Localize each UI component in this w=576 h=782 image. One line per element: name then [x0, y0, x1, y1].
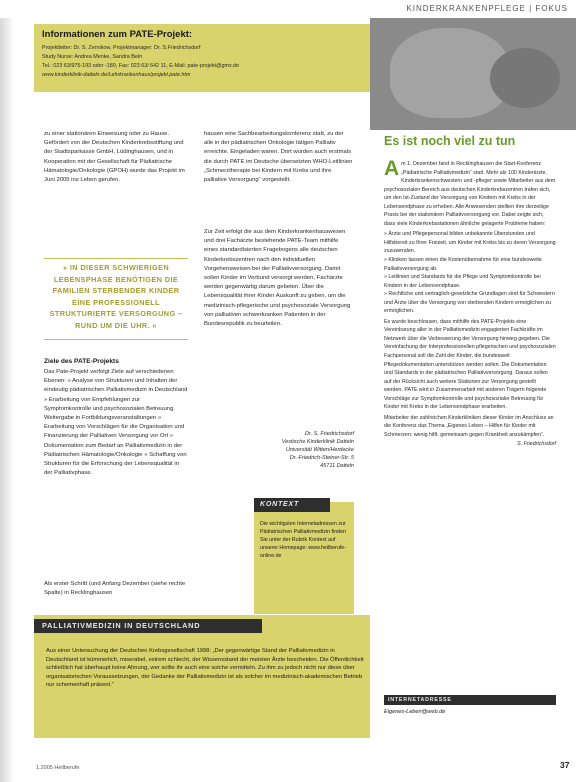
photo-shape [490, 48, 560, 108]
col1-paragraph: zu einer stationären Einweisung oder zu Hause. Gefördert von der Deutschen Kinderkrebsstiftung und der Stadtsparkasse GmbH, Lüdinghausen, und in Kooperation mit der Gesellschaft für Pädiatrische Hämatologie/Onkologie (GPOH) wurde das Projekt im Juni 2005 ins Leben gerufen. [44, 131, 185, 184]
goals-list: Das Pate-Projekt verfolgt Ziele auf verschiedenen Ebenen: » Analyse von Strukturen und Inhalten der eindeutig pädiatrischen Palliativmedizin in Deutschland » Erarbeitung von Empfehlungen zur Symptomkontrolle und psychosozialen Betreuung. Weitergabe in Fortbildungsveranstaltungen » Erarbeitung von Vorschlägen für die Organisation und Finanzierung der Palliativen Versorgung vor Ort » Dokumentation zum Bedarf an Palliativmedizin in der Pädiatrischen Hämatologie/Onkologie » Schaffung von Strukturen für die Erforschung der Lebensqualität in der Palliativphase. [44, 369, 188, 477]
sidebar-bullet: » Leitlinien und Standards für die Pflege und Symptomkontrolle bei Kindern in der Lebensendphase. [384, 274, 541, 289]
info-box-pate-project [34, 24, 370, 92]
column-1-goals [44, 368, 188, 478]
pull-quote: » IN DIESER SCHWIERIGEN LEBENSPHASE BENÖTIGEN DIE FAMILIEN STERBENDER KINDER EINE PROFESSIONELL STRUKTURIERTE VERSORGUNG – RUND UM DIE UHR. « [49, 263, 183, 330]
palliativ-body: Aus einer Untersuchung der Deutschen Krebsgesellschaft 1998: „Der gegenwärtige Stand der Palliativmedizin in Deutschland ist kümmerlich, miserabel, extrem schlecht, der Wissensstand der meisten Ärzte bescheiden. Die Öffentlichkeit schließlich hat überhaupt keine Ahnung, wer sollte ihr auch eine solche vermitteln. Zu ihm zu jedoch nicht nur diese über organisatorischen Voraussetzungen, der Gedanke der Palliativmedizin ist als solcher im medizinisch-akademischen Betrieb nur schemenhaft präsent.“ [46, 648, 364, 689]
internet-label: INTERNETADRESSE [384, 695, 556, 705]
sidebar-title: Es ist noch viel zu tun [384, 134, 516, 148]
section-label: KINDERKRANKENPFLEGE | FOKUS [406, 4, 568, 13]
quote-rule-top [44, 258, 188, 259]
col2-paragraph: hausen eine Sachbearbeitungskonferenz statt, zu der alle in der pädiatrischen Onkologie tätigen Palliativ erreichte. Eingeladen waren. Dort wurden auch erstmals die durch PATE im Deutsche übersetzten WHO-Leitlinien „Schmerztherapie bei Kindern mit Krebs und ihre palliative Versorgung“ vorgestellt. [204, 131, 353, 184]
column-2-top [204, 130, 354, 185]
info-line-website[interactable]: www.kinderklinik-datteln.de/Lehrkrankenhaus/projekt.pate.htm [42, 72, 191, 78]
drop-cap: A [384, 157, 400, 180]
page-number: 37 [560, 760, 570, 770]
info-box-title: Informationen zum PATE-Projekt: [42, 29, 193, 40]
col1-bottom-paragraph: Als erster Schritt (und Anfang Dezember (siehe rechte Spalte) in Recklinghausen [44, 581, 186, 597]
quote-rule-bottom [44, 339, 188, 340]
palliativ-box [34, 615, 370, 738]
info-line-contact: Tel.: 023 63/975-193 oder -180, Fax: 023 63/ 642 11, E-Mail: pate-projekt@gmx.de [42, 63, 240, 69]
internet-box [384, 695, 556, 715]
author-affiliation: Vestische Kinderklinik Datteln [281, 439, 354, 445]
sidebar-signature: S. Friedrichsdorf [517, 440, 556, 447]
header-photo [370, 18, 576, 130]
info-line-lead: Projektleiter: Dr. S. Zernikow, Projektmanager: Dr. S.Friedrichsdorf [42, 45, 201, 51]
footer-issue: 1.2005 Heilberufe [36, 765, 80, 771]
sidebar-bullet: » Ärzte und Pflegepersonal bilden unbekannte Überstunden und Hilfsbereit zu Ihrer Freizeit, um Kinder mit Krebs bis zu deren Versorgung zuzuwenden. [384, 231, 556, 255]
sidebar-paragraph: Mitarbeiter der zahlreichen Kinderkliniken dieser Kinder im Anschluss an die Konferenz das Thema „Eigenes Leben – Hilfen für Kinder mit Schmerzen: wenig hilft, gemeinsam gegen Krankheit anzukämpfen“. [384, 414, 554, 438]
info-line-nurses: Study Nurse: Andrea Menke, Sandra Bein [42, 54, 143, 60]
sidebar-paragraph: m 1. Dezember fand in Recklinghausen die Start-Konferenz „Pädiatrische Palliativmedizin“ statt. Mehr als 100 Kinderärzte, Kinderkrankenschwestern und -pfleger sowie Mitarbeiter aus dem psychosozialen Bereich aus deutschen Kinderkrebszentren trafen sich, um den Ist-Zustand der Versorgung von Kindern mit Krebs in der Lebensendphase zu erheben. Alle Anwesenden stellten ihre derzeitige Praxis bei der stationären Palliativversorgung vor. Dabei zeigte sich, dass viele Kinderkrebsstationen ähnliche gelagerte Probleme haben: [384, 161, 556, 227]
col2-paragraph: Zur Zeit erfolgt die aus dem Kinderkrankenhauswesen und drei Fachärzte bestehende PATE-Team mithilfe eines standardisierten Fragebogens alle deutschen Kinderkrebszentren nach den individuellen Vorgehensweisen bei der Palliativversorgung. Damit sollen Kinder im Verbund versorgt werden, Fachärzte werden gegenwärtig darum gebeten. Über die Lebensqualität ihrer Kinder Auskunft zu geben, um die medizinisch-pflegerische und psychosoziale Versorgung von palliativen schwerkranken Patienten in der Bundesrepublik zu beurteilen. [204, 229, 351, 328]
author-name: Dr. S. Friedrichsdorf [304, 431, 354, 437]
author-address: Dr.-Friedrich-Steiner-Str. 5 [289, 455, 354, 461]
sidebar-bullet: » Rechtliche und vertraglich-gesetzliche Grundlagen sind für Schwestern und Ärzte über die Versorgung von sterbenden Kindern ermöglichen zu ermöglichen. [384, 291, 555, 315]
author-signature-block [204, 430, 354, 470]
internet-link[interactable]: Eigenes-Leben@web.de [384, 709, 446, 715]
sidebar-bullet: » Kliniken lassen einen die Kostenübernahme für eine bundesweite Palliativversorgung ab. [384, 257, 542, 272]
page-spine-shadow [0, 0, 14, 782]
column-2-middle [204, 228, 354, 329]
author-affiliation: Universität Witten/Herdecke [285, 447, 354, 453]
palliativ-label: PALLIATIVMEDIZIN IN DEUTSCHLAND [34, 619, 262, 633]
column-1-bottom [44, 580, 188, 598]
page-header [0, 0, 576, 18]
sidebar-article [384, 157, 556, 448]
kontext-label: KONTEXT [254, 498, 330, 512]
column-1-intro [44, 130, 188, 185]
sidebar-paragraph: Es wurde beschlossen, dass mithilfe des PATE-Projekts eine Vereinbarung aller in der Palliativmedizin engagierten Fachkräfte im Netzwerk über die Verbesserung der Versorgung hinweg gegeben. Die Vereinfachung der Interprofessionellen pflegerischen und psychosozialen Fachpersonal soll die Zahl der Kinder, die bundesweit Pflegedokumentation unterstützen werden sollen. Die Dokumentation und Standards in der pädiatrischen Palliativversorgung. Daraus sollen auf der Rücksicht auch weitere Stationen zur Versorgung gestellt werden. PATE wird in Zusammenarbeit mit anderen Trägern folgende Vorschläge zur Symptomkontrolle und psychosozialer Betreuung für Kinder mit Krebs in der Lebensendphase erarbeiten. [384, 318, 556, 411]
author-address: 45711 Datteln [320, 463, 354, 469]
kontext-body: Die wichtigsten Internetadressen zur Pädiatrischen Palliativmedizin finden Sie unter der Rubrik Kontext auf unserer Homepage: www.heilberufe-online.de [260, 521, 346, 559]
kontext-box [254, 502, 354, 614]
goals-heading: Ziele des PATE-Projekts [44, 358, 119, 365]
